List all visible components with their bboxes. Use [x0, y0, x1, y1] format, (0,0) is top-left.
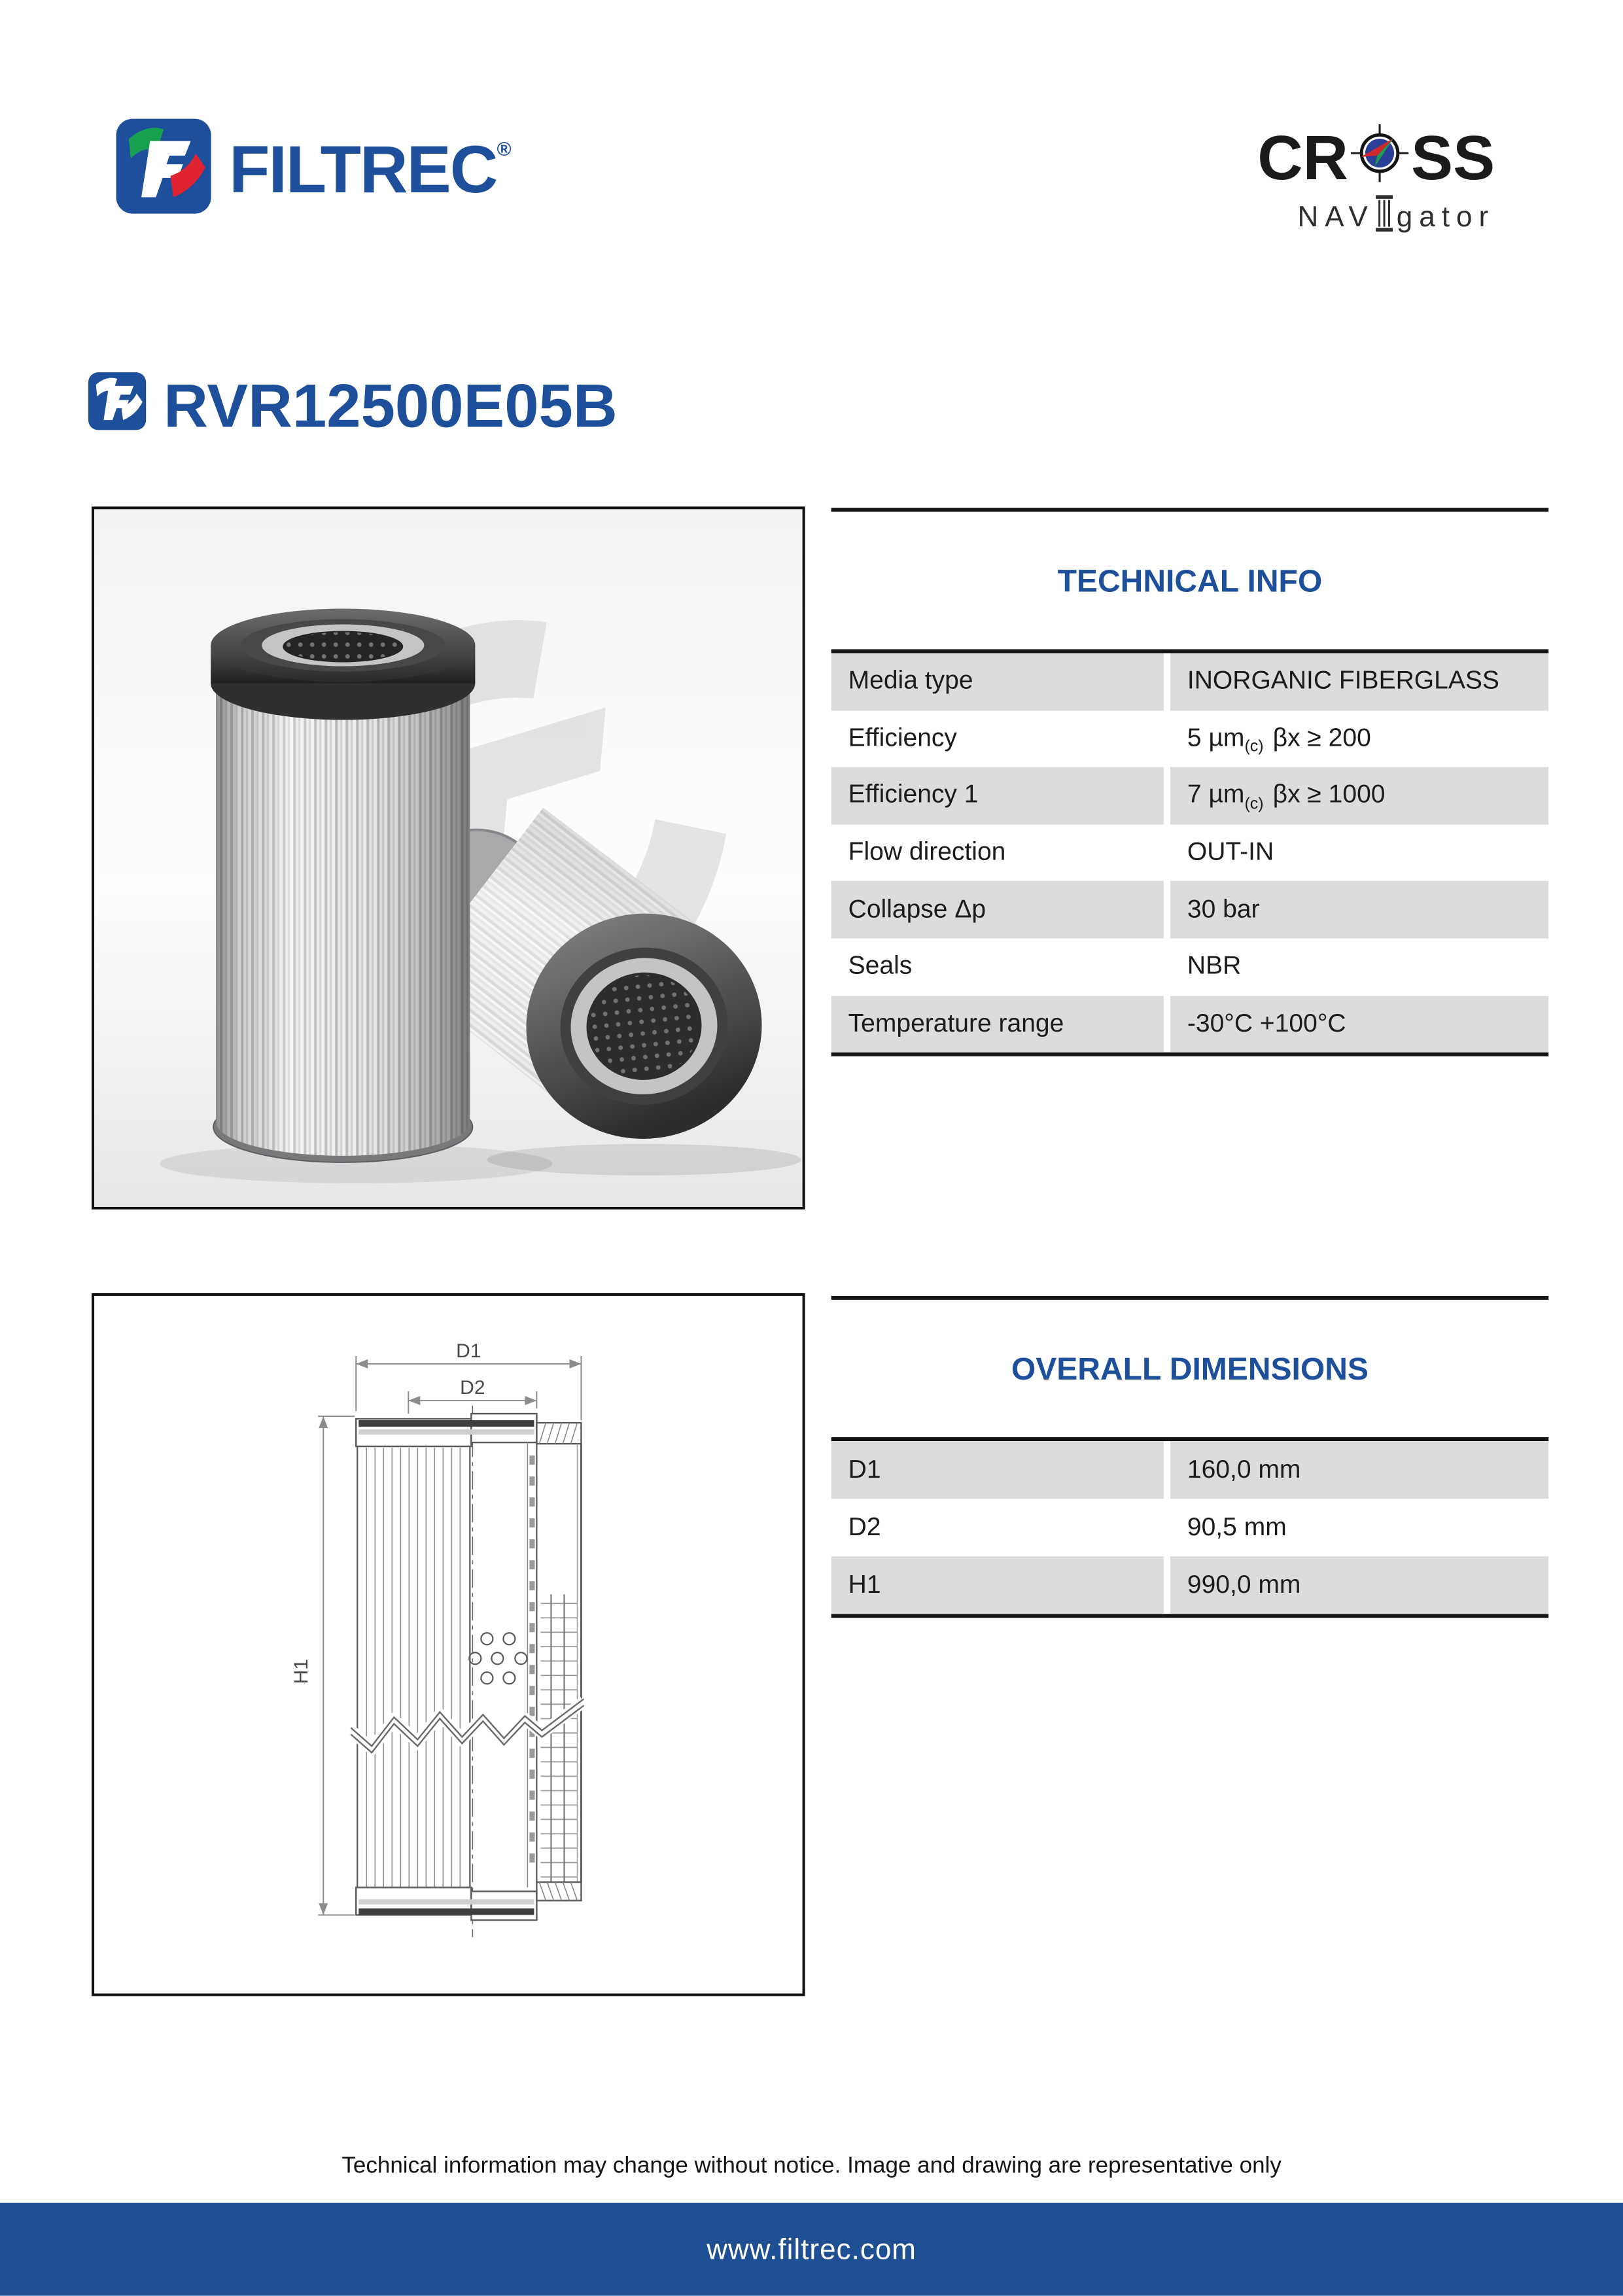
table-row: [831, 1556, 1549, 1614]
product-title-icon: [88, 372, 147, 437]
row-label: Efficiency 1: [831, 767, 1164, 824]
table-row: [831, 939, 1549, 996]
row-label: Seals: [848, 952, 913, 981]
row-label: Temperature range: [831, 996, 1164, 1052]
filtrec-logo-icon: [115, 118, 212, 221]
d1-label: D1: [456, 1340, 481, 1363]
row-label: Efficiency: [848, 723, 957, 753]
table-row: [831, 996, 1549, 1052]
row-value: -30°C +100°C: [1170, 996, 1548, 1052]
row-value: 5 µm (c) βx ≥ 200: [1187, 723, 1371, 756]
table-row: [831, 824, 1549, 881]
filtrec-wordmark: FILTREC®: [229, 132, 510, 207]
product-photo-box: [92, 506, 805, 1209]
product-title-row: [88, 370, 618, 440]
row-label: D2: [848, 1512, 881, 1542]
row-value: 160,0 mm: [1170, 1441, 1548, 1499]
dimension-labels: [290, 1340, 485, 1684]
perforation-circles: [469, 1633, 527, 1684]
product-code: RVR12500E05B: [164, 370, 618, 440]
row-value: 990,0 mm: [1170, 1556, 1548, 1614]
row-label: Media type: [831, 653, 1164, 710]
product-photo: [94, 509, 803, 1207]
cross-text-left: CR: [1257, 124, 1348, 194]
table-row: [831, 881, 1549, 938]
cross-navigator-logo: [1233, 123, 1495, 239]
row-value: NBR: [1187, 952, 1242, 981]
registered-mark: ®: [497, 139, 510, 162]
standing-filter: [211, 608, 475, 1162]
row-value: 7 µm (c) βx ≥ 1000: [1170, 767, 1548, 824]
row-value: 30 bar: [1170, 881, 1548, 938]
compass-icon: [1350, 123, 1410, 195]
section-divider: [831, 508, 1549, 512]
overall-dimensions-title: OVERALL DIMENSIONS: [1011, 1352, 1369, 1388]
table-row: [831, 1441, 1549, 1499]
filtrec-logo: [115, 118, 510, 221]
row-label: D1: [831, 1441, 1164, 1499]
row-value: OUT-IN: [1187, 837, 1274, 867]
section-divider: [831, 1296, 1549, 1300]
overall-dimensions-section: [831, 1296, 1549, 1618]
technical-info-title: TECHNICAL INFO: [1057, 564, 1323, 600]
technical-drawing: [94, 1296, 803, 1994]
disclaimer-note: Technical information may change without notice. Image and drawing are representative only: [341, 2151, 1282, 2178]
technical-info-section: [831, 508, 1549, 1056]
navigator-text-post: gator: [1396, 200, 1495, 234]
row-label: Collapse Δp: [831, 881, 1164, 938]
table-row: [831, 710, 1549, 767]
table-row: [831, 767, 1549, 824]
row-label: H1: [831, 1556, 1164, 1614]
footer-bar: [0, 2203, 1623, 2296]
column-icon: [1376, 195, 1393, 239]
lying-filter-shadow: [487, 1144, 801, 1175]
technical-drawing-box: [92, 1293, 805, 1996]
row-value: INORGANIC FIBERGLASS: [1170, 653, 1548, 710]
break-line: [351, 1699, 584, 1752]
h1-label: H1: [290, 1659, 313, 1684]
cross-logo-line2: [1233, 195, 1495, 239]
navigator-text-pre: NAV: [1297, 200, 1374, 234]
cross-text-right: SS: [1411, 124, 1495, 194]
row-value: 90,5 mm: [1187, 1512, 1287, 1542]
website-link[interactable]: www.filtrec.com: [707, 2232, 916, 2265]
row-label: Flow direction: [848, 837, 1006, 867]
table-row: [831, 1499, 1549, 1556]
technical-info-table: [831, 649, 1549, 1056]
overall-dimensions-table: [831, 1437, 1549, 1618]
cross-logo-line1: [1233, 123, 1495, 195]
d2-label: D2: [460, 1377, 485, 1399]
filter-element-section: [351, 1406, 584, 1937]
table-row: [831, 653, 1549, 710]
